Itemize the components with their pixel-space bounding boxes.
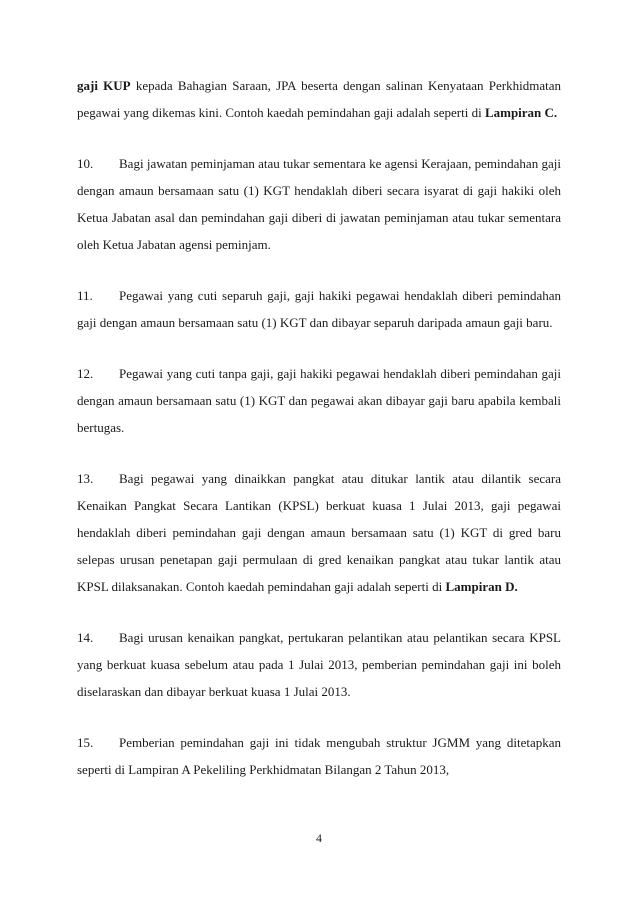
bold-text-lampiran-d: Lampiran D. (445, 579, 518, 594)
paragraph-text: Pegawai yang cuti tanpa gaji, gaji hakiki pegawai hendaklah diberi pemindahan gaji dengan amaun bersamaan satu (1) KGT dan pegawai akan dibayar gaji baru apabila kembali bertugas. (77, 366, 561, 435)
paragraph-number: 10. (77, 156, 94, 171)
paragraph-12 (77, 360, 561, 441)
paragraph-number: 11. (77, 288, 93, 303)
paragraph-text: Pemberian pemindahan gaji ini tidak mengubah struktur JGMM yang ditetapkan seperti di Lampiran A Pekeliling Perkhidmatan Bilangan 2 Tahun 2013, (77, 735, 561, 777)
paragraph-text: Pegawai yang cuti separuh gaji, gaji hakiki pegawai hendaklah diberi pemindahan gaji dengan amaun bersamaan satu (1) KGT dan dibayar separuh daripada amaun gaji baru. (77, 288, 561, 330)
bold-text-lampiran-c: Lampiran C. (484, 105, 558, 120)
bold-text-gaji-kup: gaji KUP (77, 78, 131, 93)
paragraph-11 (77, 282, 561, 336)
paragraph-intro (77, 72, 561, 126)
paragraph-15 (77, 729, 561, 783)
paragraph-number: 13. (77, 471, 94, 486)
paragraph-13 (77, 465, 561, 600)
paragraph-text: Bagi pegawai yang dinaikkan pangkat atau ditukar lantik atau dilantik secara Kenaikan Pangkat Secara Lantikan (KPSL) berkuat kuasa 1 Julai 2013, gaji pegawai hendaklah diberi pemindahan gaji dengan amaun bersamaan satu (1) KGT di gred baru selepas urusan penetapan gaji permulaan di gred kenaikan pangkat atau tukar lantik atau KPSL dilaksanakan. Contoh kaedah pemindahan gaji adalah seperti di (77, 471, 561, 594)
paragraph-10 (77, 150, 561, 258)
paragraph-text: Bagi urusan kenaikan pangkat, pertukaran pelantikan atau pelantikan secara KPSL yang berkuat kuasa sebelum atau pada 1 Julai 2013, pemberian pemindahan gaji ini boleh diselaraskan dan dibayar berkuat kuasa 1 Julai 2013. (77, 630, 561, 699)
paragraph-number: 15. (77, 735, 94, 750)
paragraph-number: 14. (77, 630, 94, 645)
paragraph-14 (77, 624, 561, 705)
document-body (77, 72, 561, 807)
paragraph-number: 12. (77, 366, 94, 381)
paragraph-text: kepada Bahagian Saraan, JPA beserta dengan salinan Kenyataan Perkhidmatan pegawai yang dikemas kini. Contoh kaedah pemindahan gaji adalah seperti di (77, 78, 561, 120)
paragraph-text: Bagi jawatan peminjaman atau tukar sementara ke agensi Kerajaan, pemindahan gaji dengan amaun bersamaan satu (1) KGT hendaklah diberi secara isyarat di gaji hakiki oleh Ketua Jabatan asal dan pemindahan gaji diberi di jawatan peminjaman atau tukar sementara oleh Ketua Jabatan agensi peminjam. (77, 156, 561, 252)
page-number: 4 (316, 831, 322, 845)
